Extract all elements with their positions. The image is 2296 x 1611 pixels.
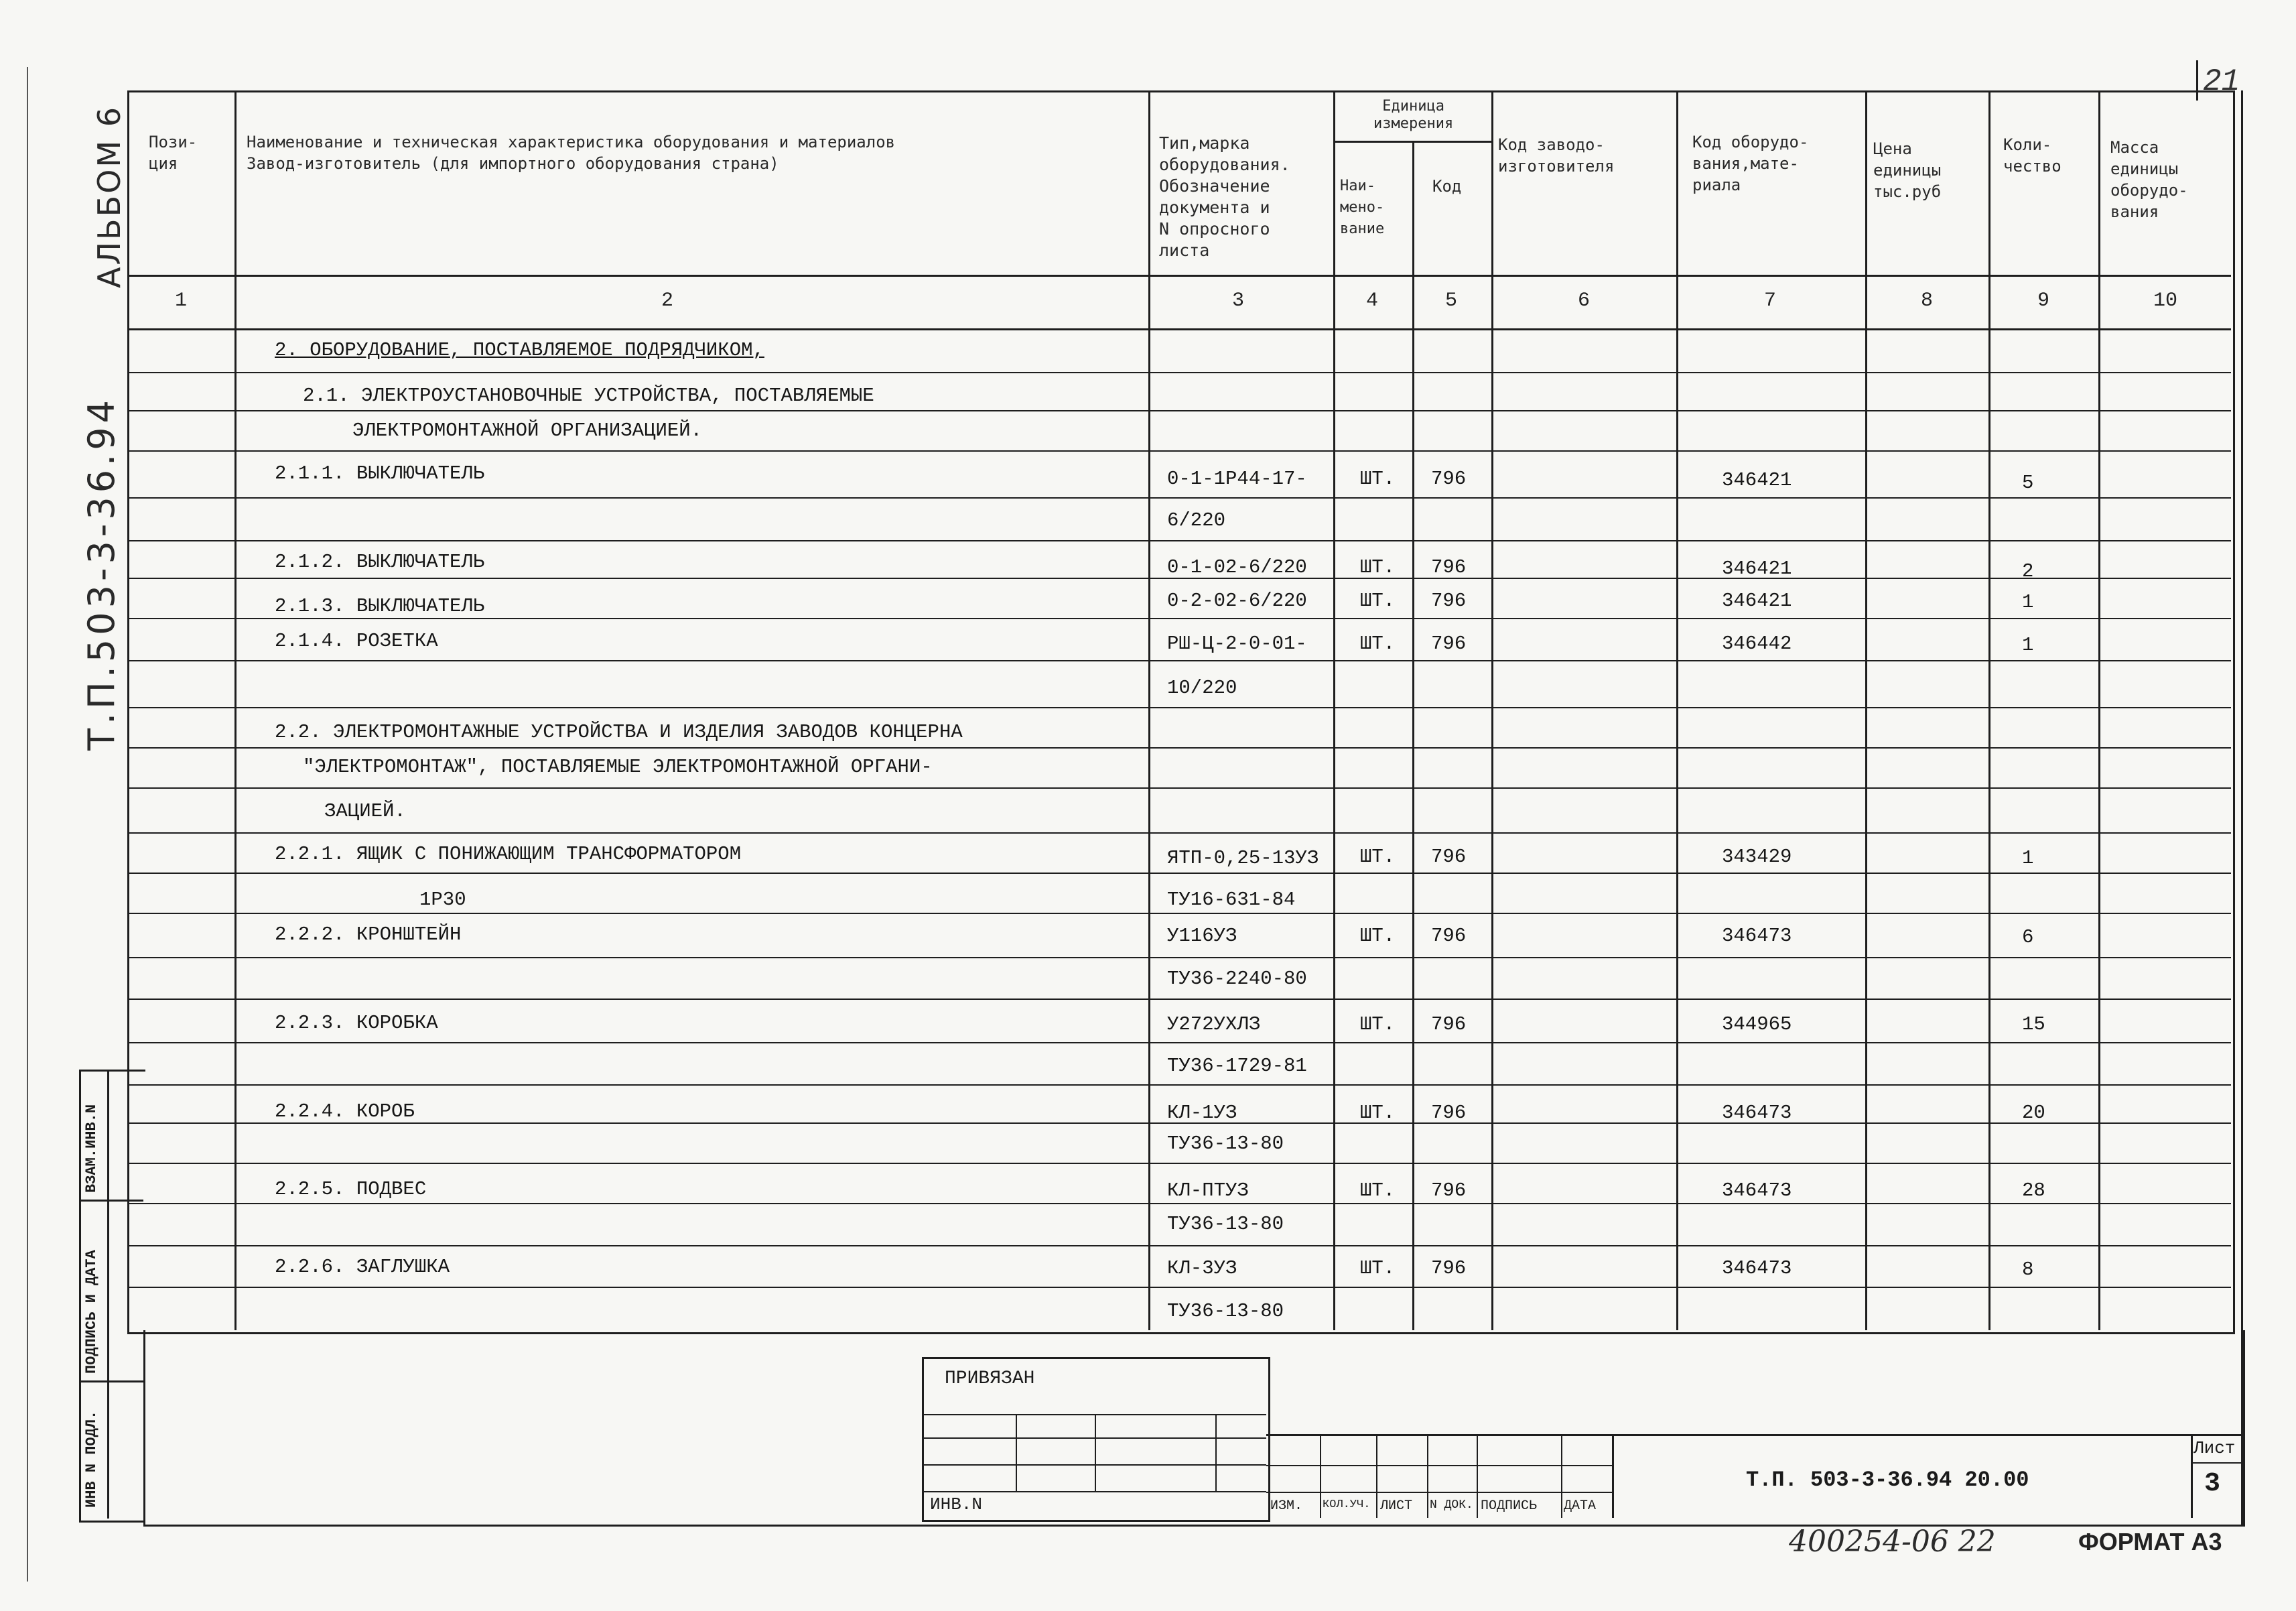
row-8-type: 10/220 [1167, 677, 1237, 699]
row-6-type: 0-2-02-6/220 [1167, 590, 1307, 612]
col-num-4: 4 [1365, 289, 1378, 312]
row-14-type: У116УЗ [1167, 925, 1237, 947]
row-18-code: 796 [1431, 1102, 1467, 1124]
row-6-unit: ШТ. [1360, 590, 1396, 612]
header-unit-code: Код [1432, 177, 1462, 196]
row-20-qty: 28 [2022, 1179, 2045, 1202]
row-22-material: 346473 [1722, 1257, 1792, 1279]
row-12-unit: ШТ. [1360, 846, 1396, 868]
row-18-material: 346473 [1722, 1102, 1792, 1124]
format-label: ФОРМАТ А3 [2078, 1528, 2222, 1555]
row-16-unit: ШТ. [1360, 1013, 1396, 1035]
row-20-unit: ШТ. [1360, 1179, 1396, 1202]
sheet-number: 3 [2204, 1469, 2221, 1499]
row-12-name: 2.2.1. ЯЩИК С ПОНИЖАЮЩИМ ТРАНСФОРМАТОРОМ [275, 843, 742, 865]
stamp-vzam-inv: ВЗАМ.ИНВ.N [83, 1104, 100, 1193]
stamp-podpis-data: ПОДПИСЬ И ДАТА [83, 1250, 100, 1374]
header-price: Цена единицы тыс.руб [1873, 139, 1942, 201]
row-6-qty: 1 [2022, 591, 2034, 613]
row-20-code: 796 [1431, 1179, 1467, 1202]
label-podpis: ПОДПИСЬ [1481, 1498, 1538, 1514]
row-12-qty: 1 [2022, 847, 2034, 869]
row-5-name: 2.1.2. ВЫКЛЮЧАТЕЛЬ [275, 551, 485, 573]
stamp-inv-podl: ИНВ N ПОДЛ. [83, 1410, 100, 1508]
row-14-code: 796 [1431, 925, 1467, 947]
corner-sheet-number: 21 [2203, 64, 2240, 99]
row-3-qty: 5 [2022, 472, 2034, 494]
row-22-name: 2.2.6. ЗАГЛУШКА [275, 1256, 450, 1278]
row-5-qty: 2 [2022, 560, 2034, 582]
document-designation: Т.П.503-3-36.94 [80, 396, 123, 751]
row-14-name: 2.2.2. КРОНШТЕЙН [275, 923, 462, 946]
row-6-code: 796 [1431, 590, 1467, 612]
header-unit-name: Наи- мено- вание [1340, 178, 1385, 237]
col-num-9: 9 [2037, 289, 2049, 312]
col-num-6: 6 [1577, 289, 1590, 312]
header-position: Пози- ция [149, 133, 198, 173]
row-22-qty: 8 [2022, 1259, 2034, 1281]
row-7-code: 796 [1431, 633, 1467, 655]
row-12-code: 796 [1431, 846, 1467, 868]
header-type: Тип,марка оборудования. Обозначение документа и N опросного листа [1159, 133, 1290, 260]
row-13-name: 1Р30 [419, 889, 466, 911]
row-20-type: КЛ-ПТУЗ [1167, 1179, 1249, 1202]
row-23-type: ТУ36-13-80 [1167, 1300, 1284, 1322]
row-16-qty: 15 [2022, 1013, 2045, 1035]
privyazan-label: ПРИВЯЗАН [945, 1368, 1035, 1389]
row-14-unit: ШТ. [1360, 925, 1396, 947]
row-3-unit: ШТ. [1360, 468, 1396, 490]
label-list: ЛИСТ [1380, 1498, 1413, 1514]
row-7-name: 2.1.4. РОЗЕТКА [275, 630, 438, 652]
col-num-2: 2 [661, 289, 673, 312]
row-18-type: КЛ-1УЗ [1167, 1102, 1237, 1124]
row-9-name: 2.2. ЭЛЕКТРОМОНТАЖНЫЕ УСТРОЙСТВА И ИЗДЕЛИЯ ЗАВОДОВ КОНЦЕРНА [275, 721, 963, 743]
row-2-name: ЭЛЕКТРОМОНТАЖНОЙ ОРГАНИЗАЦИЕЙ. [352, 420, 703, 442]
row-10-name: "ЭЛЕКТРОМОНТАЖ", ПОСТАВЛЯЕМЫЕ ЭЛЕКТРОМОНТАЖНОЙ ОРГАНИ- [303, 756, 933, 778]
row-18-unit: ШТ. [1360, 1102, 1396, 1124]
row-3-name: 2.1.1. ВЫКЛЮЧАТЕЛЬ [275, 462, 485, 485]
col-num-8: 8 [1920, 289, 1933, 312]
row-22-type: КЛ-3УЗ [1167, 1257, 1237, 1279]
row-7-material: 346442 [1722, 633, 1792, 655]
row-3-material: 346421 [1722, 469, 1792, 491]
header-name: Наименование и техническая характеристика оборудования и материалов Завод-изготовитель (для импортного оборудования страна) [247, 133, 896, 173]
row-12-type: ЯТП-0,25-13УЗ [1167, 847, 1319, 869]
row-13-type: ТУ16-631-84 [1167, 889, 1296, 911]
album-label: АЛЬБОМ 6 [91, 105, 127, 288]
row-15-type: ТУ36-2240-80 [1167, 968, 1307, 990]
handwritten-number: 400254-06 22 [1789, 1525, 1996, 1559]
header-material-code: Код оборудо- вания,мате- риала [1692, 133, 1809, 194]
label-n-dok: N ДОК. [1430, 1498, 1473, 1512]
row-20-material: 346473 [1722, 1179, 1792, 1202]
row-14-material: 346473 [1722, 925, 1792, 947]
header-mass: Масса единицы оборудо- вания [2110, 138, 2188, 221]
row-1-name: 2.1. ЭЛЕКТРОУСТАНОВОЧНЫЕ УСТРОЙСТВА, ПОСТАВЛЯЕМЫЕ [303, 385, 874, 407]
title-code: Т.П. 503-3-36.94 20.00 [1746, 1468, 2029, 1492]
row-16-material: 344965 [1722, 1013, 1792, 1035]
row-7-type: РШ-Ц-2-0-01- [1167, 633, 1307, 655]
row-5-code: 796 [1431, 556, 1467, 578]
label-izm: ИЗМ. [1270, 1498, 1303, 1514]
row-18-name: 2.2.4. КОРОБ [275, 1100, 415, 1122]
row-22-code: 796 [1431, 1257, 1467, 1279]
col-num-10: 10 [2153, 289, 2177, 312]
row-20-name: 2.2.5. ПОДВЕС [275, 1178, 427, 1200]
row-5-unit: ШТ. [1360, 556, 1396, 578]
row-7-unit: ШТ. [1360, 633, 1396, 655]
row-11-name: ЗАЦИЕЙ. [324, 800, 406, 822]
col-num-1: 1 [174, 289, 187, 312]
row-16-code: 796 [1431, 1013, 1467, 1035]
col-num-3: 3 [1231, 289, 1244, 312]
row-4-type: 6/220 [1167, 509, 1226, 531]
row-21-type: ТУ36-13-80 [1167, 1213, 1284, 1235]
row-5-type: 0-1-02-6/220 [1167, 556, 1307, 578]
row-17-type: ТУ36-1729-81 [1167, 1055, 1307, 1077]
row-12-material: 343429 [1722, 846, 1792, 868]
row-18-qty: 20 [2022, 1102, 2045, 1124]
row-5-material: 346421 [1722, 558, 1792, 580]
row-16-type: У272УХЛЗ [1167, 1013, 1261, 1035]
row-7-qty: 1 [2022, 634, 2034, 656]
row-22-unit: ШТ. [1360, 1257, 1396, 1279]
header-unit: Единица измерения [1373, 98, 1454, 132]
row-16-name: 2.2.3. КОРОБКА [275, 1012, 438, 1034]
label-data: ДАТА [1564, 1498, 1597, 1514]
col-num-7: 7 [1763, 289, 1776, 312]
row-0-name: 2. ОБОРУДОВАНИЕ, ПОСТАВЛЯЕМОЕ ПОДРЯДЧИКОМ, [275, 339, 764, 361]
row-6-material: 346421 [1722, 590, 1792, 612]
row-3-type: 0-1-1Р44-17- [1167, 468, 1307, 490]
row-14-qty: 6 [2022, 926, 2034, 948]
inv-label: ИНВ.N [930, 1494, 983, 1515]
header-manufacturer-code: Код заводо- изготовителя [1498, 135, 1615, 176]
header-quantity: Коли- чество [2003, 135, 2062, 176]
row-6-name: 2.1.3. ВЫКЛЮЧАТЕЛЬ [275, 595, 485, 617]
row-3-code: 796 [1431, 468, 1467, 490]
col-num-5: 5 [1444, 289, 1457, 312]
label-kol-uch: КОЛ.УЧ. [1323, 1498, 1371, 1511]
sheet-label: Лист [2193, 1438, 2236, 1458]
row-19-type: ТУ36-13-80 [1167, 1133, 1284, 1155]
